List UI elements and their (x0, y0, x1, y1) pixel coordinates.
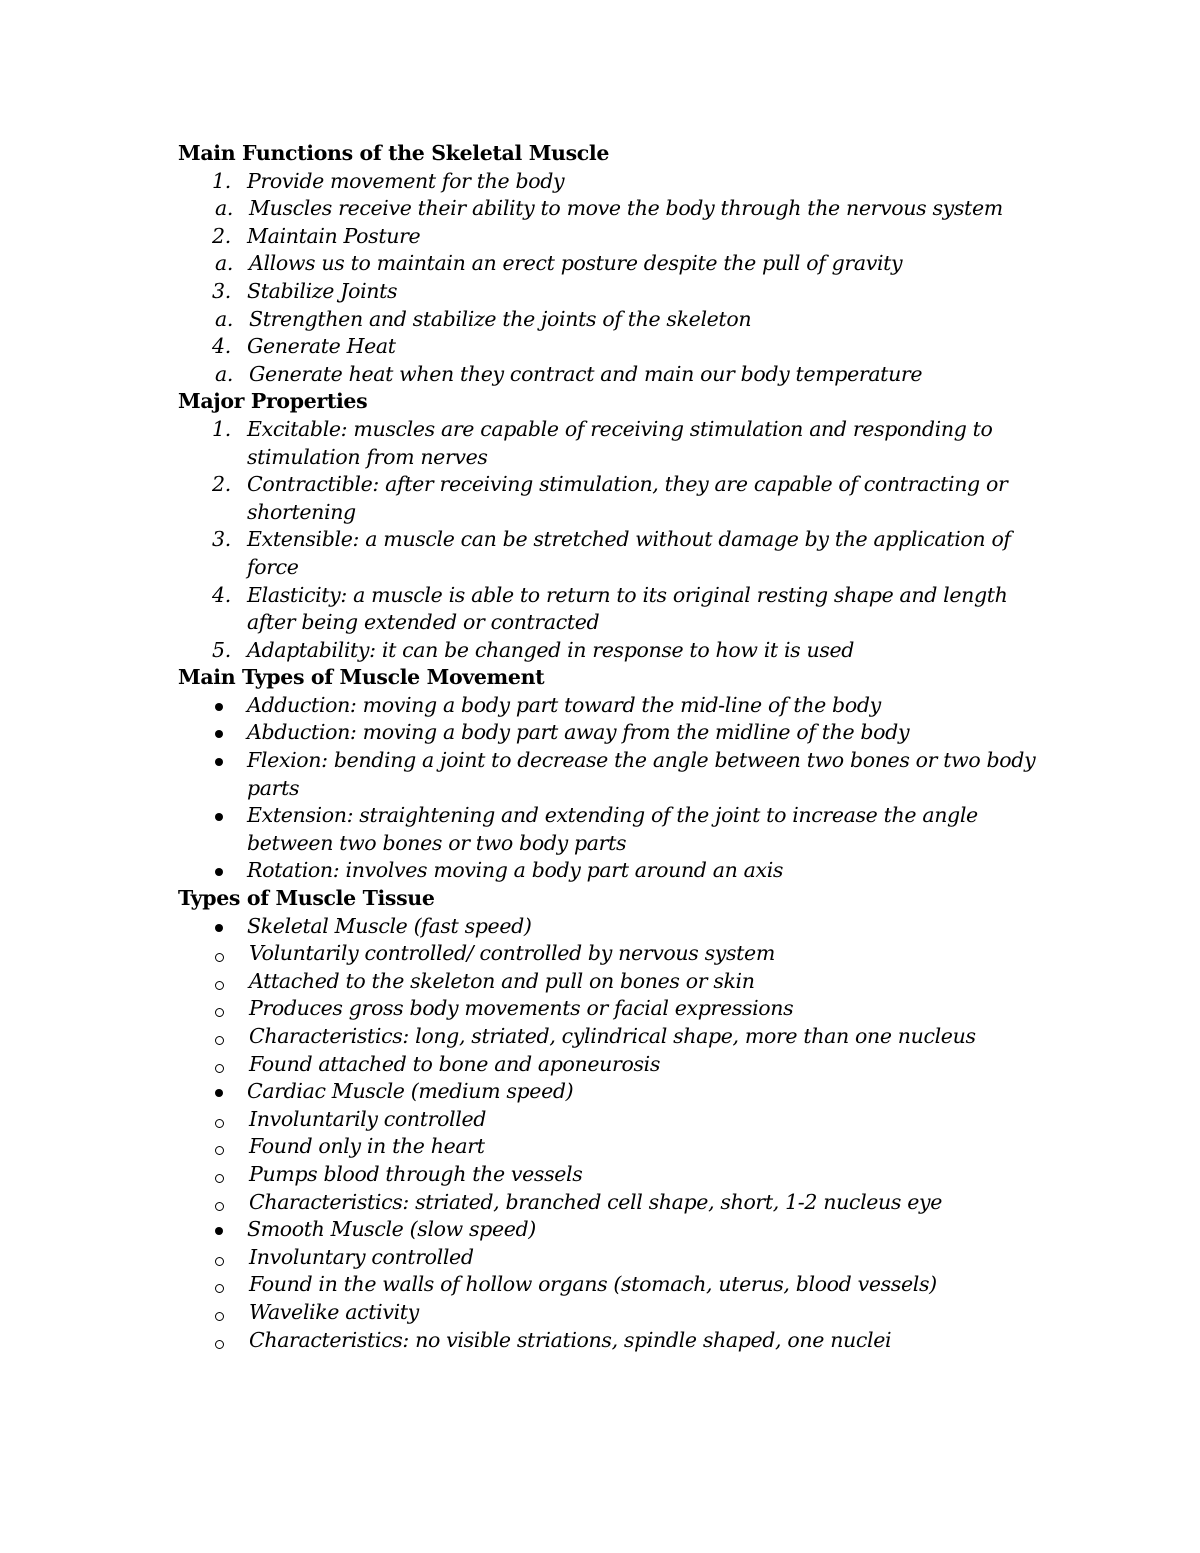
list-item: 2. Maintain Posture (212, 223, 421, 248)
heading-muscle-movement: Main Types of Muscle Movement (178, 665, 545, 690)
list-item: 1. Excitable: muscles are capable of receiving stimulation and responding to stimulation from nerves (212, 416, 993, 469)
list-item: 1. Provide movement for the body (212, 168, 565, 193)
circle-bullet-icon (215, 1174, 224, 1183)
bullet-icon (215, 924, 223, 932)
list-subitem: a. Allows us to maintain an erect posture despite the pull of gravity (215, 251, 903, 276)
heading-major-properties: Major Properties (178, 389, 368, 414)
bullet-icon (215, 730, 223, 738)
list-item: 2. Contractible: after receiving stimulation, they are capable of contracting or shortening (212, 472, 1008, 524)
list-subitem: Attached to the skeleton and pull on bones or skin (109, 968, 1038, 996)
movements-list (178, 692, 1038, 885)
list-item: Flexion: bending a joint to decrease the angle between two bones or two body parts (178, 747, 1038, 802)
list-subitem: Characteristics: striated, branched cell shape, short, 1-2 nucleus eye (109, 1189, 1038, 1217)
list-item: Cardiac Muscle (medium speed) (178, 1078, 1038, 1106)
functions-list (178, 168, 1038, 389)
tissue-list (178, 913, 1038, 1355)
bullet-icon (215, 1089, 223, 1097)
heading-main-functions: Main Functions of the Skeletal Muscle (178, 141, 610, 165)
heading-muscle-tissue: Types of Muscle Tissue (178, 886, 435, 911)
list-subitem: a. Strengthen and stabilize the joints of the skeleton (215, 306, 752, 331)
bullet-icon (215, 703, 223, 711)
list-subitem: Found attached to bone and aponeurosis (109, 1051, 1038, 1079)
list-subitem: a. Generate heat when they contract and main our body temperature (215, 361, 923, 386)
circle-bullet-icon (215, 1064, 224, 1073)
circle-bullet-icon (215, 1008, 224, 1017)
bullet-icon (215, 758, 223, 766)
list-subitem: Involuntarily controlled (109, 1106, 1038, 1134)
list-item: 3. Stabilize Joints (212, 278, 398, 303)
circle-bullet-icon (215, 1036, 224, 1045)
list-item: 4. Generate Heat (212, 334, 396, 359)
list-subitem: a. Muscles receive their ability to move the body through the nervous system (215, 196, 1003, 221)
circle-bullet-icon (215, 1146, 224, 1155)
circle-bullet-icon (215, 1284, 224, 1293)
circle-bullet-icon (215, 1312, 224, 1321)
list-item: Adduction: moving a body part toward the mid-line of the body (178, 692, 1038, 720)
list-item: 3. Extensible: a muscle can be stretched without damage by the application of force (212, 527, 1011, 579)
circle-bullet-icon (215, 1119, 224, 1128)
bullet-icon (215, 1227, 223, 1235)
list-subitem: Involuntary controlled (109, 1244, 1038, 1272)
circle-bullet-icon (215, 1257, 224, 1266)
list-subitem: Found only in the heart (109, 1133, 1038, 1161)
list-subitem: Voluntarily controlled/ controlled by nervous system (109, 940, 1038, 968)
circle-bullet-icon (215, 1202, 224, 1211)
list-item: Abduction: moving a body part away from the midline of the body (178, 719, 1038, 747)
list-subitem: Produces gross body movements or facial expressions (109, 995, 1038, 1023)
list-subitem: Wavelike activity (109, 1299, 1038, 1327)
bullet-icon (215, 813, 223, 821)
list-subitem: Found in the walls of hollow organs (stomach, uterus, blood vessels) (109, 1271, 1038, 1299)
list-item: Rotation: involves moving a body part around an axis (178, 857, 1038, 885)
list-item: 4. Elasticity: a muscle is able to return to its original resting shape and length after being extended or contracted (212, 582, 1008, 635)
list-item: Skeletal Muscle (fast speed) (178, 913, 1038, 941)
list-subitem: Characteristics: long, striated, cylindrical shape, more than one nucleus (109, 1023, 1038, 1051)
bullet-icon (215, 868, 223, 876)
properties-list (178, 416, 1038, 664)
list-item: 5. Adaptability: it can be changed in response to how it is used (212, 637, 855, 662)
list-subitem: Characteristics: no visible striations, spindle shaped, one nuclei (109, 1327, 1038, 1355)
list-item: Smooth Muscle (slow speed) (178, 1216, 1038, 1244)
circle-bullet-icon (215, 981, 224, 990)
list-item: Extension: straightening and extending of the joint to increase the angle between two bones or two body parts (178, 802, 1038, 857)
circle-bullet-icon (215, 953, 224, 962)
list-subitem: Pumps blood through the vessels (109, 1161, 1038, 1189)
document-content (178, 140, 1038, 1354)
circle-bullet-icon (215, 1340, 224, 1349)
